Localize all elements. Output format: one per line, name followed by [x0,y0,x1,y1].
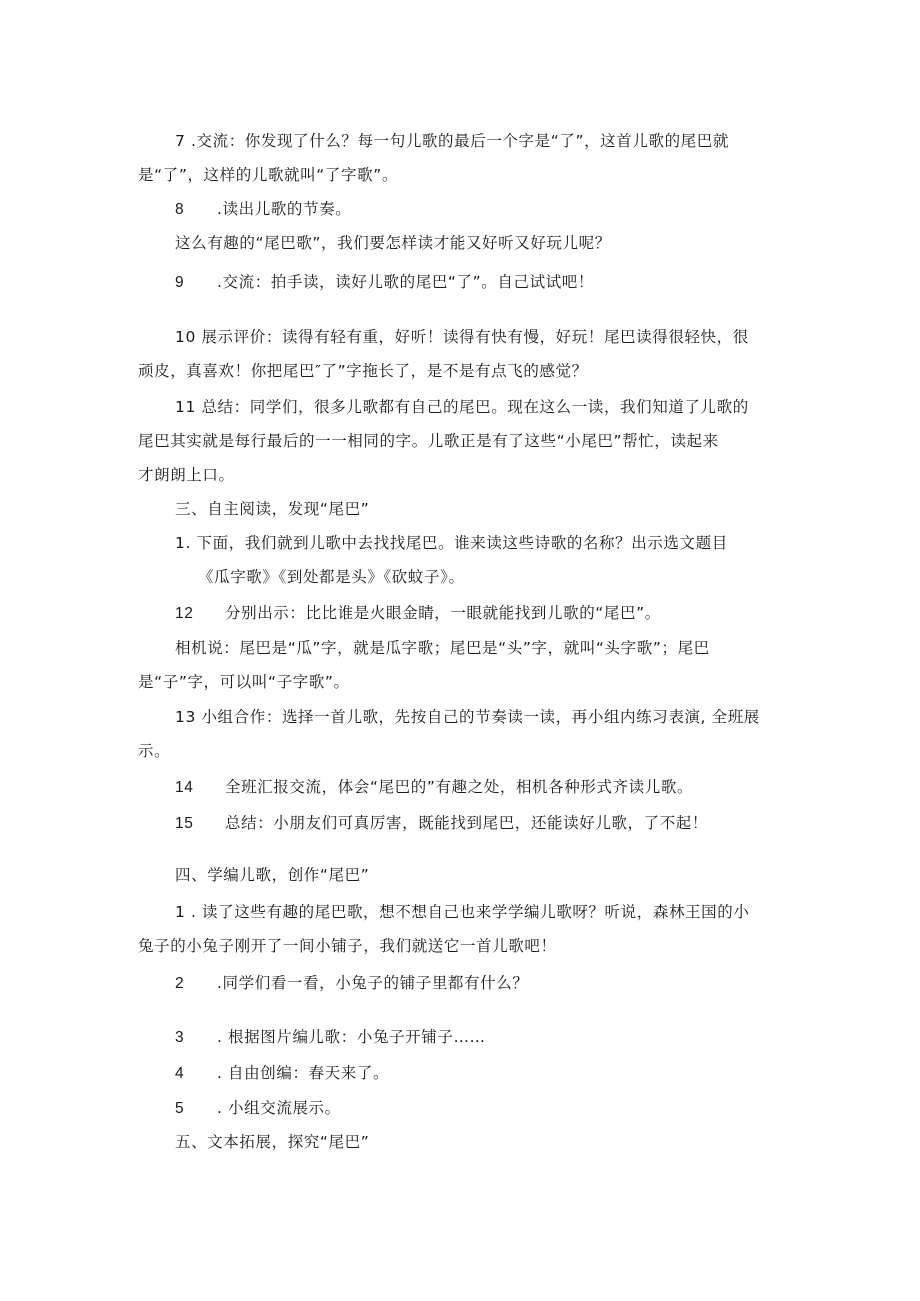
section-3-item-13-line-2: 示。 [138,742,171,760]
item-number: 15 [175,815,194,832]
paragraph-7-line-2: 是“了”，这样的儿歌就叫“了字歌”。 [138,166,398,184]
item-number: 5 [175,1100,185,1117]
section-heading-3: 三、自主阅读，发现“尾巴” [175,500,370,518]
item-text: 分别出示：比比谁是火眼金睛，一眼就能找到儿歌的“尾巴”。 [225,604,661,622]
section-4-item-5 [175,1091,341,1126]
item-number: 4 [175,1065,185,1082]
paragraph-10-line-1: 10 展示评价：读得有轻有重，好听！读得有快有慢，好玩！尾巴读得很轻快，很 [175,328,749,346]
item-text: . 小组交流展示。 [217,1099,341,1117]
section-3-item-14 [175,770,693,805]
section-3-item-15 [175,806,708,841]
item-number: 12 [175,605,194,622]
item-text: .读出儿歌的节奏。 [217,200,352,218]
section-4-item-4 [175,1056,389,1091]
section-4-item-3 [175,1020,486,1055]
section-3-say-line-2: 是“子”字，可以叫“子字歌”。 [138,673,350,691]
paragraph-7-line-1: 7 .交流：你发现了什么？每一句儿歌的最后一个字是“了”，这首儿歌的尾巴就 [175,132,729,150]
item-text: .同学们看一看，小兔子的铺子里都有什么？ [217,974,529,992]
section-4-item-2 [175,966,528,1001]
item-text: 总结：小朋友们可真厉害，既能找到尾巴，还能读好儿歌，了不起！ [225,814,709,832]
item-text: . 根据图片编儿歌：小兔子开铺子…… [217,1028,486,1046]
section-3-item-1-line-2: 《瓜字歌》《到处都是头》《砍蚊子》。 [198,568,465,586]
section-3-item-12 [175,596,661,631]
section-heading-4: 四、学编儿歌，创作“尾巴” [175,866,370,884]
item-number: 9 [175,274,185,291]
item-number: 8 [175,201,185,218]
paragraph-11-line-3: 才朗朗上口。 [138,466,235,484]
item-number: 2 [175,975,185,992]
paragraph-11-line-1: 11 总结：同学们，很多儿歌都有自己的尾巴。现在这么一读，我们知道了儿歌的 [175,398,749,416]
section-3-item-1-line-1: 1. 下面，我们就到儿歌中去找找尾巴。谁来读这些诗歌的名称？出示选文题目 [175,534,728,552]
section-4-item-1-line-1: 1 . 读了这些有趣的尾巴歌，想不想自己也来学学编儿歌呀？听说，森林王国的小 [175,903,750,921]
section-heading-5: 五、文本拓展，探究“尾巴” [175,1133,370,1151]
paragraph-11-line-2: 尾巴其实就是每行最后的一一相同的字。儿歌正是有了这些“小尾巴”帮忙，读起来 [138,432,719,450]
section-3-say-line-1: 相机说：尾巴是“瓜”字，就是瓜字歌；尾巴是“头”字，就叫“头字歌”；尾巴 [175,639,710,657]
item-text: . 自由创编：春天来了。 [217,1064,390,1082]
paragraph-9 [175,265,594,300]
paragraph-8 [175,192,351,227]
paragraph-10-line-2: 顽皮，真喜欢！你把尾巴″了”字拖长了，是不是有点飞的感觉？ [138,362,588,380]
paragraph-question: 这么有趣的“尾巴歌”，我们要怎样读才能又好听又好玩儿呢？ [175,234,611,252]
section-3-item-13-line-1: 13 小组合作：选择一首儿歌，先按自己的节奏读一读，再小组内练习表演, 全班展 [175,708,760,726]
item-text: 全班汇报交流，体会“尾巴的”有趣之处，相机各种形式齐读儿歌。 [225,778,694,796]
item-number: 3 [175,1029,185,1046]
section-4-item-1-line-2: 兔子的小兔子刚开了一间小铺子，我们就送它一首儿歌吧！ [138,937,557,955]
item-text: .交流：拍手读，读好儿歌的尾巴“了”。自己试试吧！ [217,273,594,291]
item-number: 14 [175,779,194,796]
